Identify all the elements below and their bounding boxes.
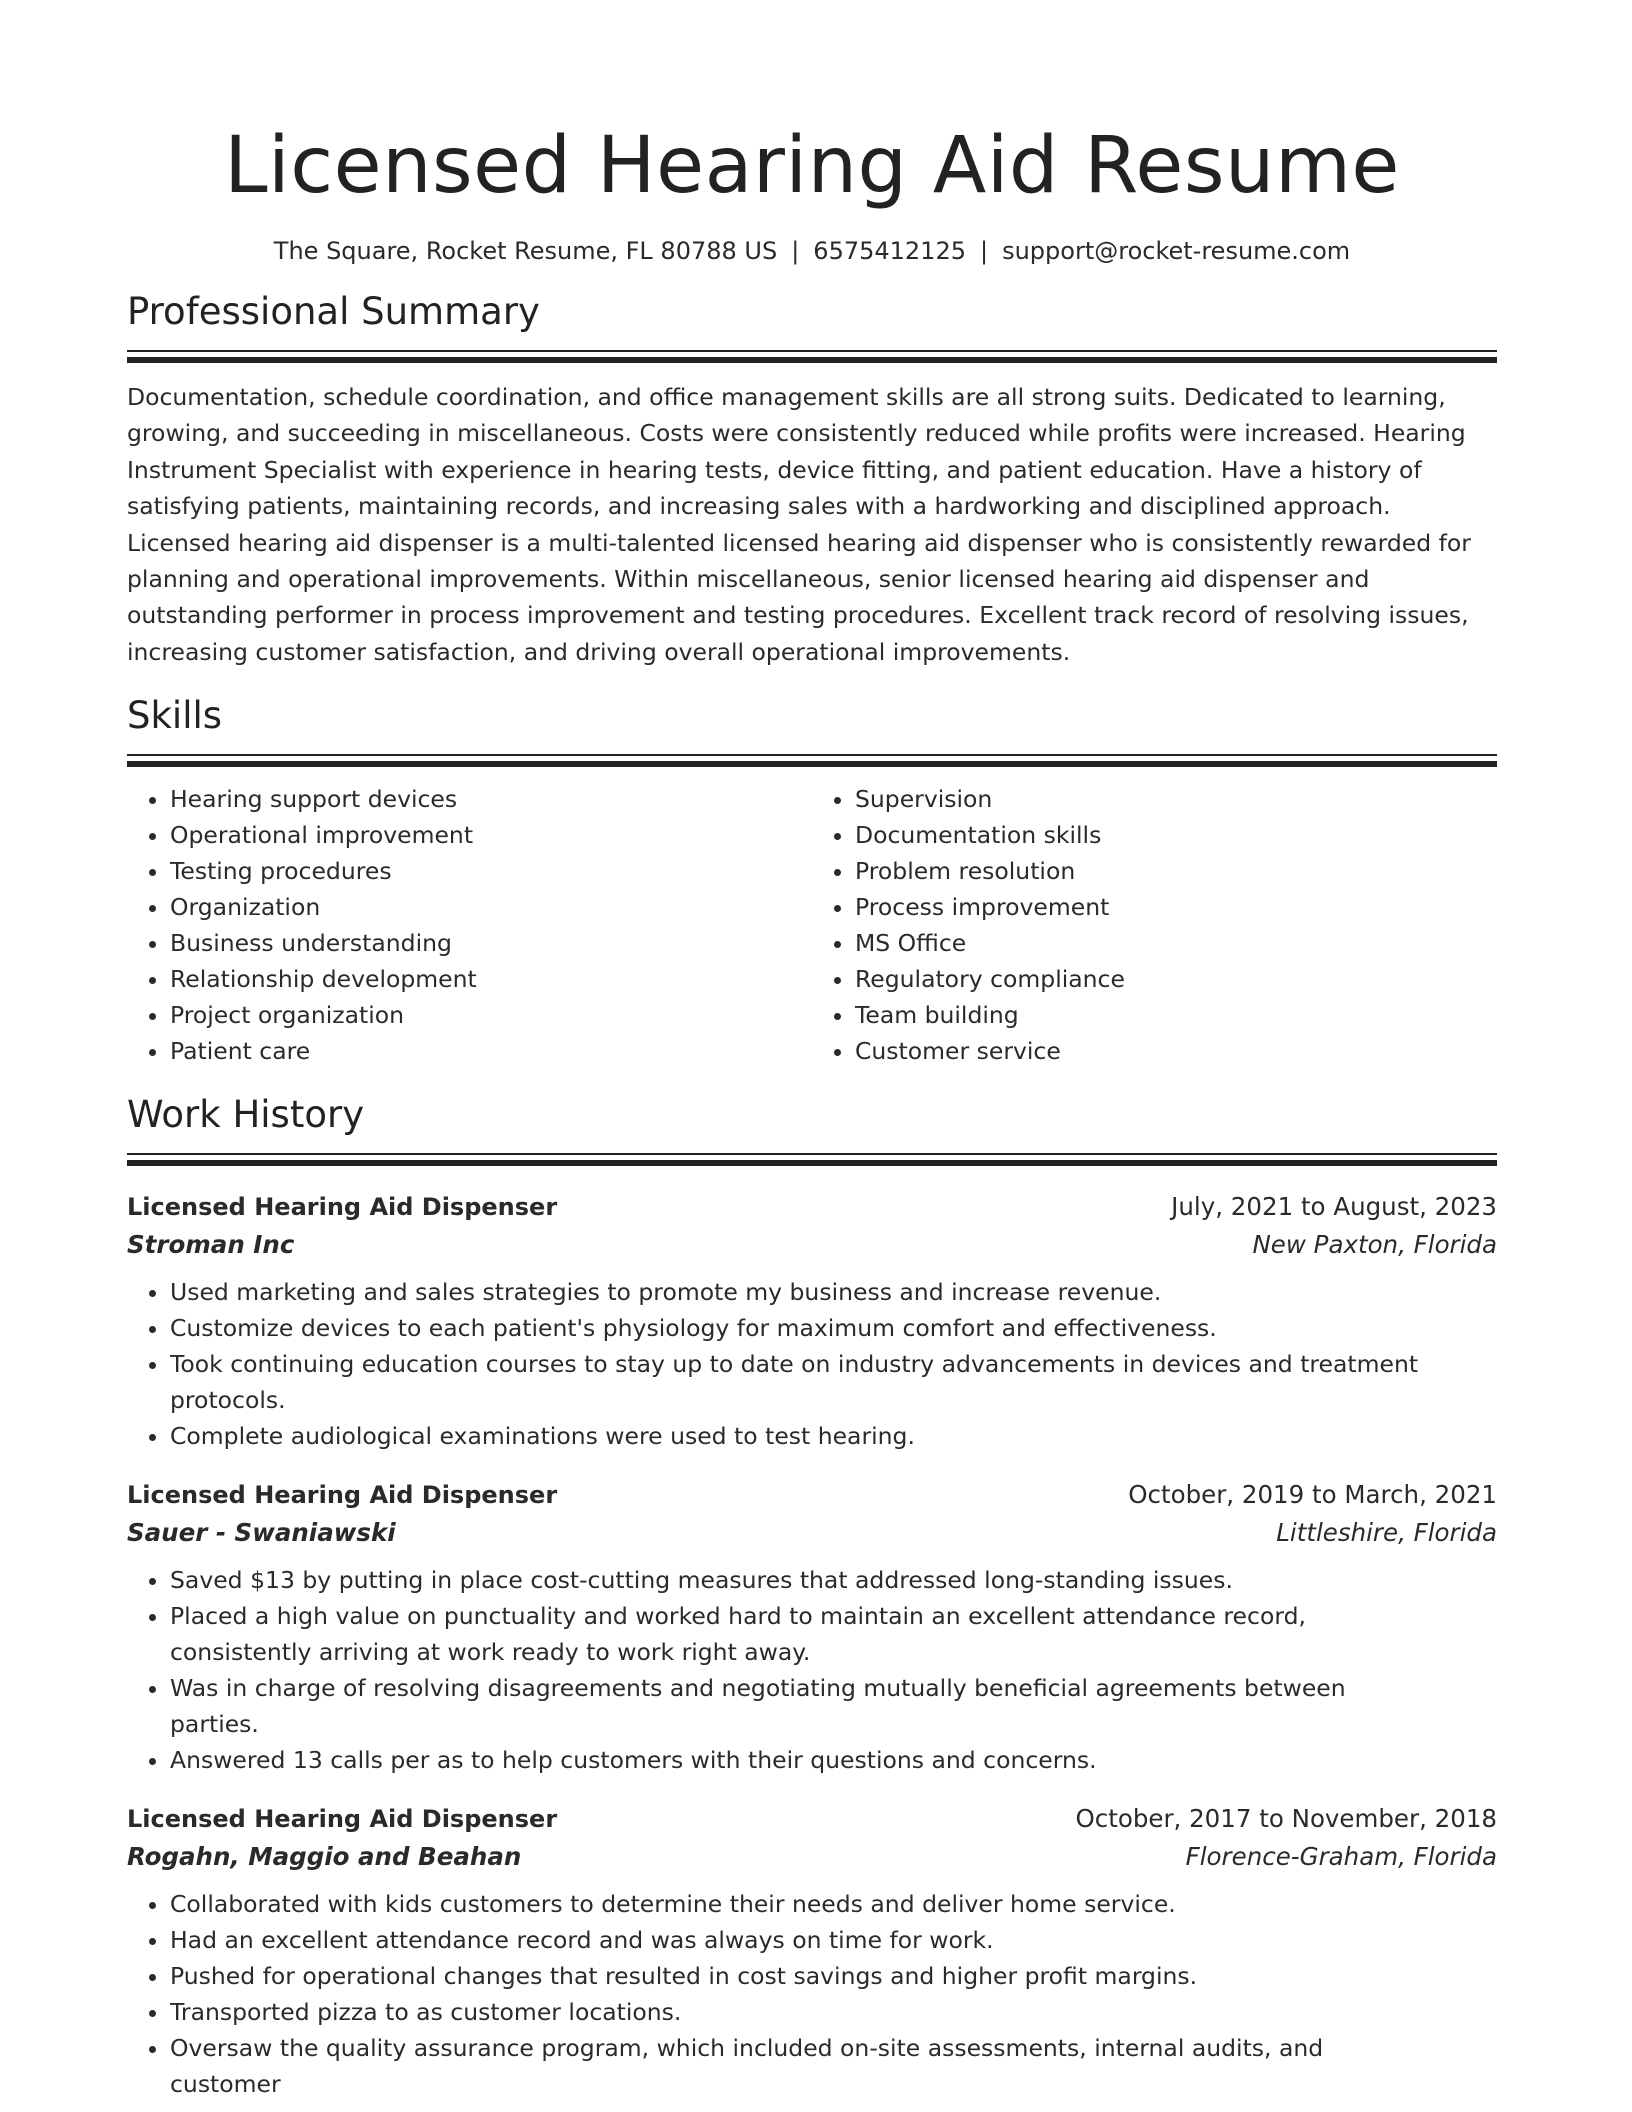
skill-item: • Problem resolution [855,853,1497,889]
contact-email: support@rocket-resume.com [1002,237,1351,265]
resume-page [127,0,1497,2102]
work-history-section [127,1093,1497,2102]
skills-heading: Skills [127,694,223,738]
job-bullet: • Answered 13 calls per as to help customers with their questions and concerns. [170,1742,1497,1778]
skills-list-right [812,781,1497,1069]
skill-item: • Process improvement [855,889,1497,925]
skill-item: • Relationship development [170,961,812,997]
contact-phone: 6575412125 [813,237,966,265]
summary-section [127,290,1497,670]
skill-item: • Supervision [855,781,1497,817]
skill-item: • Organization [170,889,812,925]
job-bullet: • Was in charge of resolving disagreements and negotiating mutually beneficial agreements between parties. [170,1670,1497,1742]
job-entry [127,1800,1497,2102]
skill-item: • Regulatory compliance [855,961,1497,997]
job-bullet: • Placed a high value on punctuality and worked hard to maintain an excellent attendance record, consistently arriving at work ready to work right away. [170,1598,1497,1670]
job-dates: July, 2021 to August, 2023 [1171,1192,1497,1222]
job-bullets [127,1274,1497,1454]
job-title: Licensed Hearing Aid Dispenser [127,1481,558,1510]
job-bullet: • Took continuing education courses to stay up to date on industry advancements in devices and treatment protocols. [170,1346,1497,1418]
job-company: Sauer - Swaniawski [127,1518,396,1548]
job-location: Littleshire, Florida [1276,1518,1497,1548]
job-bullet: • Customize devices to each patient's physiology for maximum comfort and effectiveness. [170,1310,1497,1346]
job-bullet: • Pushed for operational changes that resulted in cost savings and higher profit margins. [170,1958,1497,1994]
skill-item: • Team building [855,997,1497,1033]
skill-item: • Business understanding [170,925,812,961]
skill-item: • MS Office [855,925,1497,961]
skills-list-left [127,781,812,1069]
section-divider [127,1153,1497,1155]
job-bullets [127,1886,1497,2102]
job-company: Stroman Inc [127,1230,295,1260]
work-history-heading: Work History [127,1093,365,1137]
job-bullet: • Used marketing and sales strategies to promote my business and increase revenue. [170,1274,1497,1310]
job-dates: October, 2019 to March, 2021 [1128,1480,1497,1510]
summary-text: Documentation, schedule coordination, and office management skills are all strong suits. Dedicated to learning, growing, and succeeding in miscellaneous. Costs were consistently reduced while profits were increased. Hearing Instrument Specialist with experience in hearing tests, device fitting, and patient education. Have a history of satisfying patients, maintaining records, and increasing sales with a hardworking and disciplined approach. Licensed hearing aid dispenser is a multi-talented licensed hearing aid dispenser who is consistently rewarded for planning and operational improvements. Within miscellaneous, senior licensed hearing aid dispenser and outstanding performer in process improvement and testing procedures. Excellent track record of resolving issues, increasing customer satisfaction, and driving overall operational improvements. [127,383,1471,666]
job-bullets [127,1562,1497,1778]
job-dates: October, 2017 to November, 2018 [1075,1804,1497,1834]
section-divider-thick [127,1160,1497,1166]
section-divider [127,350,1497,352]
job-location: Florence-Graham, Florida [1185,1842,1497,1872]
skills-columns [127,781,1497,1069]
job-bullet: • Saved $13 by putting in place cost-cutting measures that addressed long-standing issues. [170,1562,1497,1598]
section-divider-thick [127,761,1497,767]
job-bullet: • Collaborated with kids customers to determine their needs and deliver home service. [170,1886,1497,1922]
skill-item: • Testing procedures [170,853,812,889]
skill-item: • Operational improvement [170,817,812,853]
skill-item: • Patient care [170,1033,812,1069]
job-bullet: • Transported pizza to as customer locations. [170,1994,1497,2030]
section-divider-thick [127,357,1497,363]
skill-item: • Customer service [855,1033,1497,1069]
skill-item: • Hearing support devices [170,781,812,817]
summary-heading: Professional Summary [127,290,540,333]
job-location: New Paxton, Florida [1252,1230,1497,1260]
skill-item: • Documentation skills [855,817,1497,853]
skill-item: • Project organization [170,997,812,1033]
job-title: Licensed Hearing Aid Dispenser [127,1193,558,1222]
job-title: Licensed Hearing Aid Dispenser [127,1805,558,1834]
job-bullet: • Had an excellent attendance record and was always on time for work. [170,1922,1497,1958]
contact-address: The Square, Rocket Resume, FL 80788 US [273,237,778,265]
job-company: Rogahn, Maggio and Beahan [127,1842,522,1872]
job-bullet: • Complete audiological examinations were used to test hearing. [170,1418,1497,1454]
job-entry [127,1188,1497,1454]
section-divider [127,754,1497,756]
skills-section [127,694,1497,1069]
contact-separator: | [791,237,800,265]
job-bullet: • Oversaw the quality assurance program, which included on-site assessments, internal audits, and customer [170,2030,1497,2102]
page-title: Licensed Hearing Aid Resume [224,121,1400,211]
job-entry [127,1476,1497,1778]
contact-line [127,236,1497,266]
contact-separator: | [980,237,989,265]
